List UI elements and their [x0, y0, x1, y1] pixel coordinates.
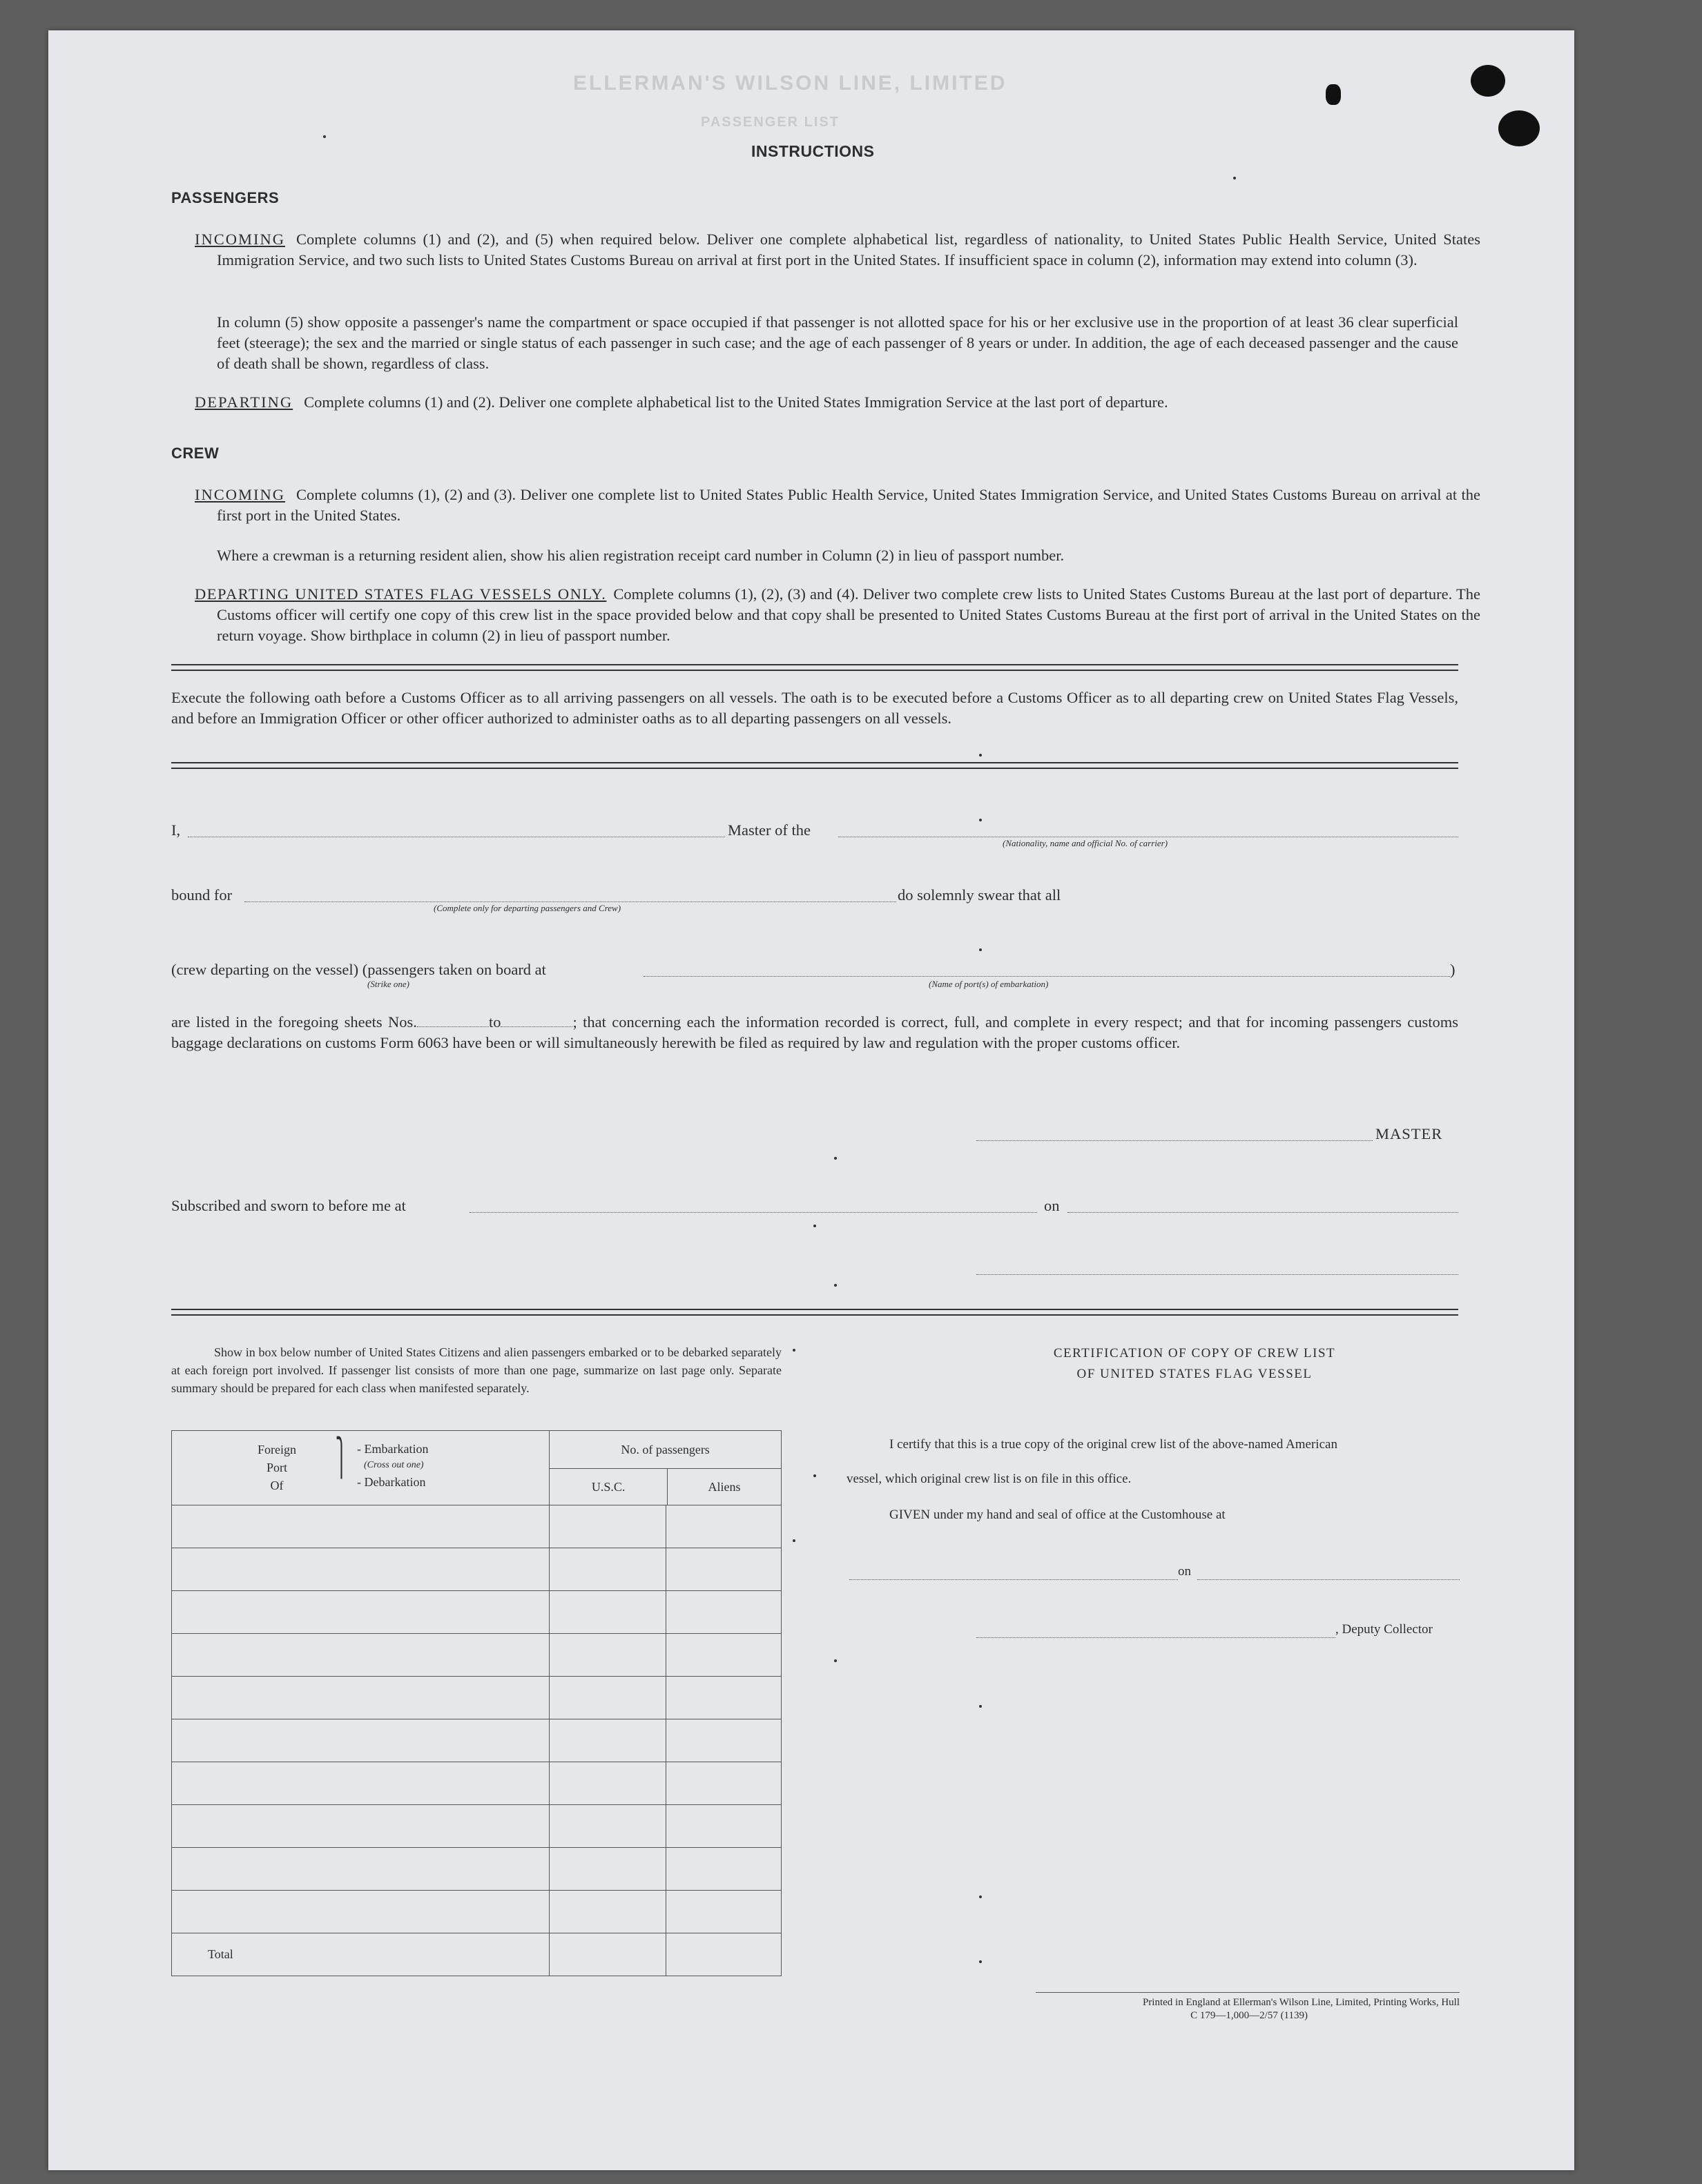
departing-label: DEPARTING — [195, 393, 293, 411]
ink-blot — [1498, 110, 1540, 146]
summary-instructions: Show in box below number of United States Citizens and alien passengers embarked or to be debarked separately at each foreign port involved. If passenger list consists of more than one page, summarize on last page only. Separate summary should be prepared for each class when manifested separately. — [171, 1345, 782, 1395]
subscribed-place-line[interactable] — [470, 1212, 1037, 1213]
listed-paragraph — [171, 1012, 1458, 1053]
divider — [171, 1309, 1458, 1310]
ink-blot — [1471, 65, 1505, 97]
speck — [979, 948, 982, 951]
close-paren: ) — [1450, 961, 1456, 978]
certification-title-line2: OF UNITED STATES FLAG VESSEL — [1076, 1367, 1313, 1381]
listed-text-b: ; that concerning each the information recorded is correct, full, and complete in every respect; and that for incoming passengers customs baggage declarations on customs Form 6063 have been or will simultaneously herewith be filed as required by law and regulation with the proper customs officer. — [171, 1013, 1458, 1051]
speck — [323, 135, 326, 138]
divider — [171, 670, 1458, 671]
speck — [834, 1659, 837, 1662]
swear-label: do solemnly swear that all — [898, 886, 1061, 904]
passengers-heading: PASSENGERS — [171, 189, 280, 206]
summary-row[interactable] — [172, 1505, 782, 1548]
bound-for-caption: (Complete only for departing passengers and Crew) — [434, 903, 621, 913]
foreign-port-header — [172, 1431, 550, 1505]
printer-text: Printed in England at Ellerman's Wilson Line, Limited, Printing Works, Hull — [1142, 1997, 1460, 2008]
nationality-caption: (Nationality, name and official No. of carrier) — [1003, 838, 1168, 848]
deputy-signature-line[interactable] — [976, 1637, 1335, 1638]
certification-on-label: on — [1178, 1564, 1191, 1579]
crew-incoming-label: INCOMING — [195, 486, 285, 503]
ports-line[interactable] — [644, 976, 1450, 977]
summary-row[interactable] — [172, 1848, 782, 1891]
speck — [979, 1895, 982, 1898]
usc-label: U.S.C. — [550, 1469, 668, 1505]
summary-row[interactable] — [172, 1891, 782, 1933]
speck — [1233, 177, 1236, 179]
summary-total-row[interactable] — [172, 1933, 782, 1976]
port-label: Port — [266, 1461, 287, 1474]
subscribed-date-line[interactable] — [1067, 1212, 1458, 1213]
passenger-count-header — [550, 1431, 782, 1505]
speck — [813, 1225, 816, 1227]
column5-paragraph: In column (5) show opposite a passenger's name the compartment or space occupied if that passenger is not allotted space for his or her exclusive use in the proportion of at least 36 clear superficial feet (steerage); the sex and the married or single status of each passenger in such case; and the age of each passenger of 8 years or under. In addition, the age of each deceased passenger and the cause of death shall be shown, regardless of class. — [217, 313, 1458, 372]
total-label: Total — [172, 1933, 550, 1976]
crew-departing-paragraph — [195, 584, 1480, 646]
crew-incoming-paragraph — [195, 485, 1480, 526]
oath-i-label: I, — [171, 821, 181, 839]
certify-text-a: I certify that this is a true copy of the original crew list of the above-named American — [889, 1437, 1337, 1452]
speck — [834, 1157, 837, 1160]
incoming-text: Complete columns (1) and (2), and (5) when required below. Deliver one complete alphabetical list, regardless of nationality, to United States Public Health Service, United States Immigration Service, and two such lists to United States Customs Bureau on arrival at first port in the United States. If insufficient space in column (2), information may extend into column (3). — [217, 231, 1480, 269]
summary-row[interactable] — [172, 1805, 782, 1848]
crew-departing-text: Complete columns (1), (2), (3) and (4). Deliver two complete crew lists to United States Customs Bureau at the last port of departure. The Customs officer will certify one copy of this crew list in the space provided below and that copy shall be presented to United States Customs Bureau at the first port of arrival in the United States on the return voyage. Show birthplace in column (2) in lieu of passport number. — [217, 585, 1480, 644]
customhouse-place-line[interactable] — [849, 1579, 1178, 1580]
sheet-from-line[interactable] — [417, 1026, 489, 1027]
given-text: GIVEN under my hand and seal of office at the Customhouse at — [889, 1508, 1226, 1522]
deputy-collector-label: , Deputy Collector — [1335, 1622, 1433, 1637]
certification-date-line[interactable] — [1197, 1579, 1460, 1580]
summary-row[interactable] — [172, 1591, 782, 1634]
aliens-label: Aliens — [708, 1480, 741, 1494]
crew-departing-label: DEPARTING UNITED STATES FLAG VESSELS ONLY. — [195, 585, 607, 603]
bound-for-label: bound for — [171, 886, 233, 904]
speck — [979, 1705, 982, 1708]
master-signature-line[interactable] — [976, 1140, 1373, 1141]
incoming-label: INCOMING — [195, 231, 285, 248]
divider — [171, 762, 1458, 763]
officer-signature-line[interactable] — [976, 1274, 1458, 1275]
form-number: C 179—1,000—2/57 (1139) — [1190, 2010, 1308, 2021]
divider — [171, 664, 1458, 665]
departing-text: Complete columns (1) and (2). Deliver one complete alphabetical list to the United States Immigration Service at the last port of departure. — [304, 393, 1168, 411]
listed-text-a: are listed in the foregoing sheets Nos. — [171, 1013, 417, 1031]
divider — [171, 768, 1458, 769]
bound-for-line[interactable] — [244, 901, 896, 902]
instructions-title: INSTRUCTIONS — [751, 142, 875, 160]
passenger-summary-table — [171, 1430, 782, 1976]
certify-text-b: vessel, which original crew list is on file in this office. — [847, 1472, 1132, 1486]
master-label: MASTER — [1375, 1125, 1443, 1142]
certification-title — [953, 1343, 1436, 1385]
strike-one-caption: (Strike one) — [367, 979, 410, 989]
ghost-company-name: ELLERMAN'S WILSON LINE, LIMITED — [573, 72, 1007, 95]
speck — [979, 754, 982, 757]
speck — [979, 819, 982, 821]
speck — [979, 1960, 982, 1963]
speck — [793, 1539, 795, 1542]
speck — [813, 1474, 816, 1477]
ink-mark — [1326, 84, 1341, 105]
subscribed-on-label: on — [1044, 1197, 1060, 1214]
summary-row[interactable] — [172, 1677, 782, 1719]
passengers-departing-paragraph — [195, 392, 1458, 413]
footer-rule — [1036, 1992, 1460, 1993]
summary-row[interactable] — [172, 1719, 782, 1762]
oath-intro: Execute the following oath before a Customs Officer as to all arriving passengers on all vessels. The oath is to be executed before a Customs Officer as to all departing crew on United States Flag Vessels, and before an Immigration Officer or other officer authorized to administer oaths as to all departing passengers on all vessels. — [171, 689, 1458, 727]
resident-alien-paragraph: Where a crewman is a returning resident alien, show his alien registration receipt card number in Column (2) in lieu of passport number. — [217, 547, 1065, 564]
summary-row[interactable] — [172, 1634, 782, 1677]
crew-heading: CREW — [171, 445, 220, 462]
crew-departing-vessel-label: (crew departing on the vessel) (passengers taken on board at — [171, 961, 546, 978]
cross-out-caption: (Cross out one) — [364, 1460, 424, 1470]
summary-row[interactable] — [172, 1762, 782, 1805]
certification-title-line1: CERTIFICATION OF COPY OF CREW LIST — [1053, 1346, 1336, 1361]
sheet-to-line[interactable] — [501, 1026, 572, 1027]
printer-credit — [980, 1996, 1460, 2022]
summary-row[interactable] — [172, 1548, 782, 1591]
listed-to: to — [488, 1013, 501, 1031]
divider — [171, 1314, 1458, 1316]
debarkation-label: - Debarkation — [357, 1475, 426, 1489]
speck — [793, 1349, 795, 1352]
foreign-label: Foreign — [258, 1443, 296, 1456]
master-of-the-label: Master of the — [728, 821, 811, 839]
crew-incoming-text: Complete columns (1), (2) and (3). Deliver one complete list to United States Public Health Service, United States Immigration Service, and United States Customs Bureau on arrival at the first port in the United States. — [217, 486, 1480, 524]
speck — [834, 1284, 837, 1287]
subscribed-label: Subscribed and sworn to before me at — [171, 1197, 406, 1214]
passengers-incoming-paragraph — [195, 229, 1480, 271]
embarkation-label: - Embarkation — [357, 1442, 429, 1456]
no-of-passengers-label: No. of passengers — [550, 1431, 781, 1469]
ghost-passenger-list: PASSENGER LIST — [701, 115, 840, 130]
of-label: Of — [270, 1479, 284, 1492]
brace-icon: ⎫ — [335, 1439, 348, 1478]
ports-caption: (Name of port(s) of embarkation) — [929, 979, 1049, 989]
